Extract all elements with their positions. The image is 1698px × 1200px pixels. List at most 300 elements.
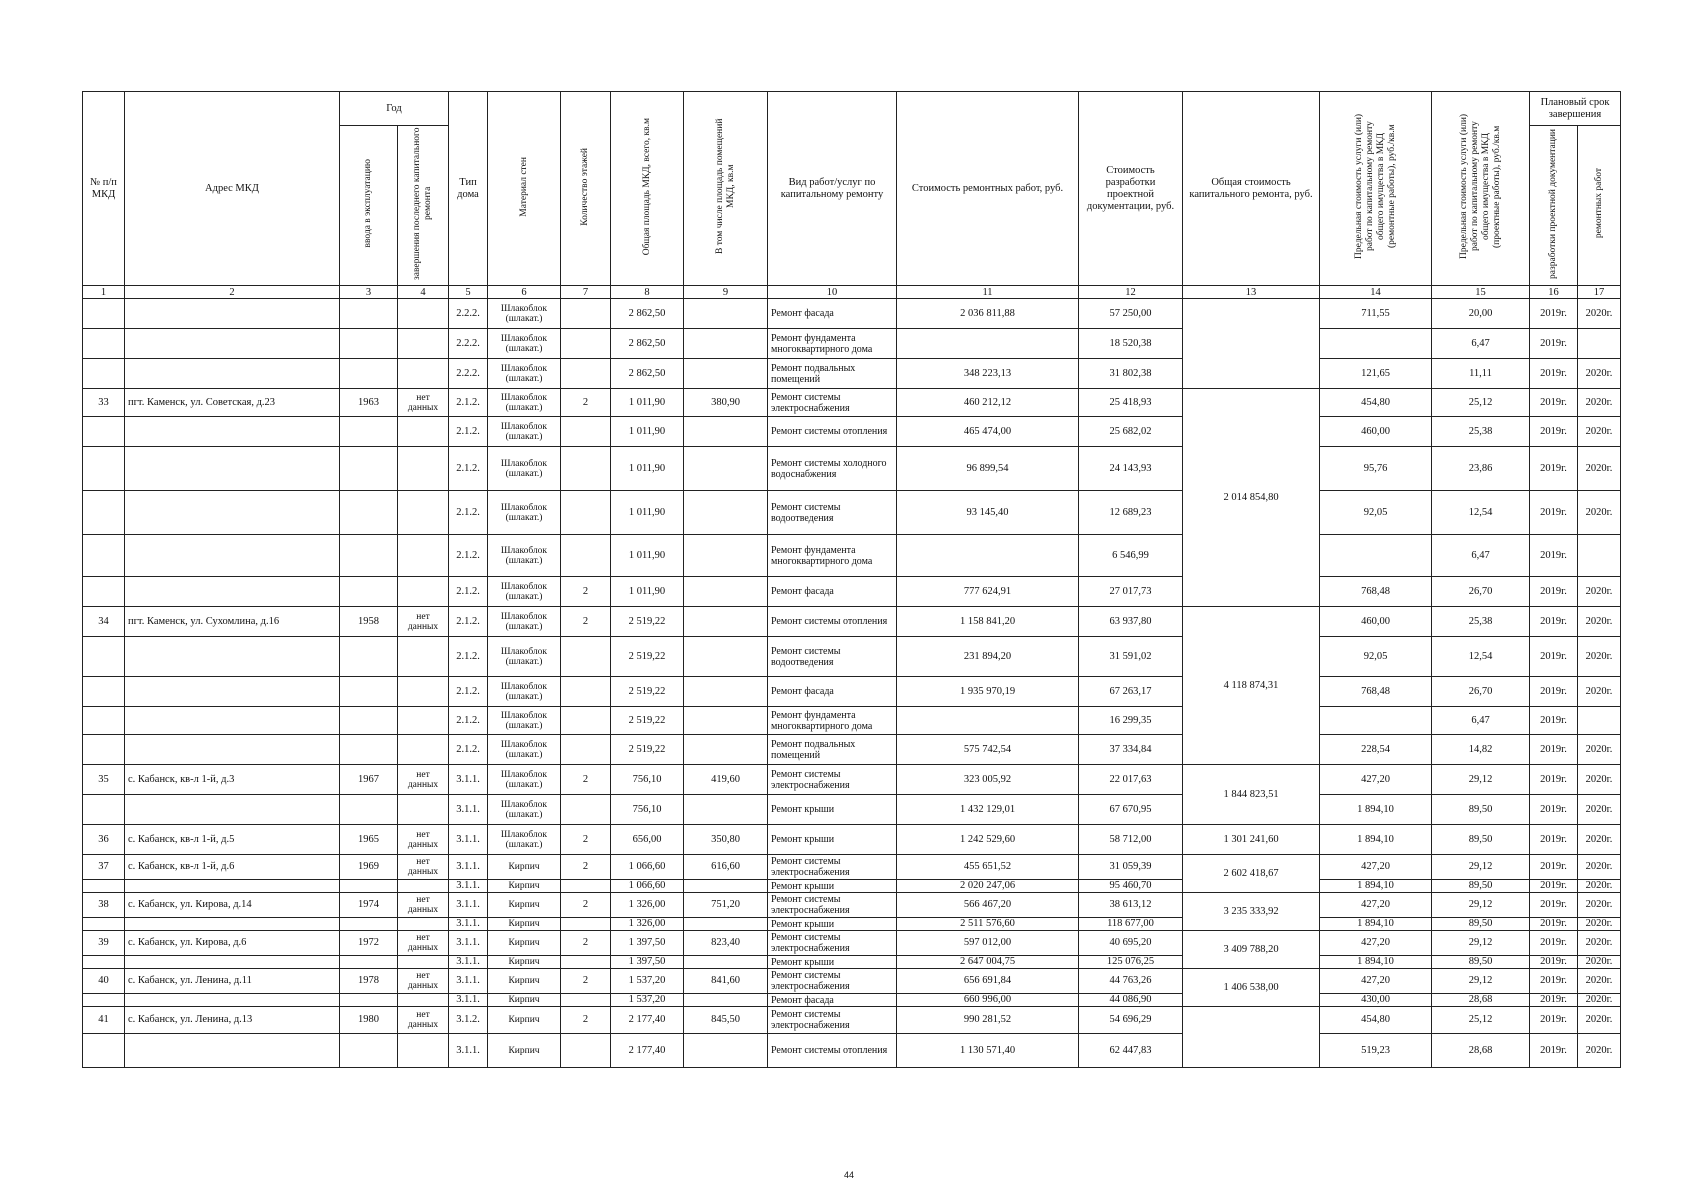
row-total-area: 2 519,22: [611, 735, 684, 765]
row-limit-design: 20,00: [1432, 299, 1530, 329]
row-premises-area: [684, 359, 768, 389]
table-body: [83, 299, 1621, 1068]
row-design-cost: 31 802,38: [1079, 359, 1183, 389]
col-plan-repair-header: [1578, 126, 1621, 286]
row-repair-cost: 323 005,92: [897, 765, 1079, 795]
row-limit-repair: [1320, 535, 1432, 577]
row-limit-repair: 1 894,10: [1320, 880, 1432, 893]
row-wall-material: Шлакоблок (шлакат.): [488, 825, 561, 855]
col-repair-cost-header: Стоимость ремонтных работ, руб.: [897, 92, 1079, 286]
row-repair-cost: 1 158 841,20: [897, 607, 1079, 637]
row-limit-design: 29,12: [1432, 855, 1530, 880]
row-address: [125, 735, 340, 765]
row-total-cost: 2 602 418,67: [1183, 855, 1320, 893]
row-last-repair-year: нет данных: [398, 765, 449, 795]
row-address: с. Кабанск, ул. Кирова, д.14: [125, 893, 340, 918]
row-house-type: 3.1.1.: [449, 795, 488, 825]
row-wall-material: Кирпич: [488, 956, 561, 969]
table-row: [83, 825, 1621, 855]
row-house-type: 3.1.1.: [449, 1034, 488, 1068]
row-wall-material: Кирпич: [488, 994, 561, 1007]
row-address: с. Кабанск, кв-л 1-й, д.5: [125, 825, 340, 855]
row-commission-year: [340, 417, 398, 447]
col-limit-repair-header: [1320, 92, 1432, 286]
row-house-type: 3.1.1.: [449, 931, 488, 956]
wall-material-header-text: Материал стен: [518, 156, 529, 217]
row-plan-design-date: 2019г.: [1530, 417, 1578, 447]
row-work-type: Ремонт фасада: [768, 299, 897, 329]
row-number: [83, 329, 125, 359]
row-total-area: 2 519,22: [611, 707, 684, 735]
row-premises-area: [684, 994, 768, 1007]
row-address: пгт. Каменск, ул. Сухомлина, д.16: [125, 607, 340, 637]
row-design-cost: 37 334,84: [1079, 735, 1183, 765]
row-plan-design-date: 2019г.: [1530, 855, 1578, 880]
row-design-cost: 67 263,17: [1079, 677, 1183, 707]
row-wall-material: Шлакоблок (шлакат.): [488, 637, 561, 677]
row-number: [83, 880, 125, 893]
row-plan-design-date: 2019г.: [1530, 535, 1578, 577]
row-repair-cost: 660 996,00: [897, 994, 1079, 1007]
row-limit-design: 26,70: [1432, 577, 1530, 607]
row-commission-year: 1972: [340, 931, 398, 956]
row-commission-year: 1974: [340, 893, 398, 918]
table-row: [83, 735, 1621, 765]
row-plan-repair-date: [1578, 329, 1621, 359]
row-design-cost: 67 670,95: [1079, 795, 1183, 825]
row-total-area: 1 011,90: [611, 447, 684, 491]
row-last-repair-year: [398, 918, 449, 931]
col-work-type-header: Вид работ/услуг по капитальному ремонту: [768, 92, 897, 286]
row-address: с. Кабанск, ул. Ленина, д.11: [125, 969, 340, 994]
row-commission-year: 1965: [340, 825, 398, 855]
row-house-type: 3.1.1.: [449, 825, 488, 855]
table-row: [83, 447, 1621, 491]
row-limit-design: 12,54: [1432, 491, 1530, 535]
row-premises-area: 419,60: [684, 765, 768, 795]
table-row: [83, 969, 1621, 994]
row-plan-design-date: 2019г.: [1530, 1007, 1578, 1034]
row-design-cost: 58 712,00: [1079, 825, 1183, 855]
row-last-repair-year: [398, 299, 449, 329]
table-row: [83, 389, 1621, 417]
table-row: [83, 765, 1621, 795]
row-premises-area: [684, 535, 768, 577]
limit-repair-header-text: Предельная стоимость услуги (или) работ по капитальному ремонту общего имущества в МКД (ремонтные работы), руб./кв.м: [1353, 113, 1397, 260]
row-plan-repair-date: 2020г.: [1578, 918, 1621, 931]
col-year-group-header: Год: [340, 92, 449, 126]
row-floors: 2: [561, 893, 611, 918]
row-limit-design: 89,50: [1432, 795, 1530, 825]
row-number: [83, 918, 125, 931]
row-floors: [561, 795, 611, 825]
row-total-area: 1 066,60: [611, 855, 684, 880]
row-floors: [561, 637, 611, 677]
row-plan-design-date: 2019г.: [1530, 329, 1578, 359]
row-floors: [561, 447, 611, 491]
row-limit-design: 89,50: [1432, 956, 1530, 969]
row-repair-cost: 575 742,54: [897, 735, 1079, 765]
row-plan-design-date: 2019г.: [1530, 956, 1578, 969]
row-house-type: 2.1.2.: [449, 607, 488, 637]
row-premises-area: [684, 918, 768, 931]
row-commission-year: 1980: [340, 1007, 398, 1034]
table-row: [83, 359, 1621, 389]
row-plan-repair-date: 2020г.: [1578, 893, 1621, 918]
col-house-type-header: Тип дома: [449, 92, 488, 286]
row-plan-repair-date: 2020г.: [1578, 994, 1621, 1007]
row-premises-area: [684, 299, 768, 329]
row-number: 41: [83, 1007, 125, 1034]
row-premises-area: [684, 447, 768, 491]
table-row: [83, 855, 1621, 880]
row-address: с. Кабанск, кв-л 1-й, д.6: [125, 855, 340, 880]
row-total-cost: [1183, 299, 1320, 389]
table-row: [83, 299, 1621, 329]
row-limit-design: 29,12: [1432, 765, 1530, 795]
row-limit-repair: [1320, 707, 1432, 735]
row-plan-design-date: 2019г.: [1530, 969, 1578, 994]
row-total-cost: [1183, 1007, 1320, 1068]
row-design-cost: 40 695,20: [1079, 931, 1183, 956]
row-house-type: 3.1.1.: [449, 880, 488, 893]
table-row: [83, 329, 1621, 359]
row-plan-repair-date: 2020г.: [1578, 825, 1621, 855]
row-total-cost: 2 014 854,80: [1183, 389, 1320, 607]
row-limit-design: 28,68: [1432, 1034, 1530, 1068]
row-design-cost: 44 086,90: [1079, 994, 1183, 1007]
row-commission-year: [340, 735, 398, 765]
row-house-type: 2.1.2.: [449, 417, 488, 447]
row-house-type: 3.1.1.: [449, 765, 488, 795]
row-number: 40: [83, 969, 125, 994]
row-wall-material: Шлакоблок (шлакат.): [488, 491, 561, 535]
plan-design-header-text: разработки проектной документации: [1548, 128, 1558, 279]
row-work-type: Ремонт крыши: [768, 956, 897, 969]
row-floors: [561, 1034, 611, 1068]
row-number: [83, 359, 125, 389]
column-number: 8: [611, 286, 684, 299]
row-limit-repair: 519,23: [1320, 1034, 1432, 1068]
column-number: 16: [1530, 286, 1578, 299]
row-plan-design-date: 2019г.: [1530, 637, 1578, 677]
row-limit-design: 26,70: [1432, 677, 1530, 707]
row-work-type: Ремонт системы водоотведения: [768, 491, 897, 535]
row-repair-cost: 348 223,13: [897, 359, 1079, 389]
col-number-header: № п/п МКД: [83, 92, 125, 286]
row-repair-cost: 96 899,54: [897, 447, 1079, 491]
row-number: 35: [83, 765, 125, 795]
row-design-cost: 54 696,29: [1079, 1007, 1183, 1034]
row-design-cost: 12 689,23: [1079, 491, 1183, 535]
row-work-type: Ремонт системы холодного водоснабжения: [768, 447, 897, 491]
row-limit-repair: 92,05: [1320, 491, 1432, 535]
row-limit-repair: 454,80: [1320, 389, 1432, 417]
row-house-type: 2.1.2.: [449, 735, 488, 765]
row-wall-material: Шлакоблок (шлакат.): [488, 707, 561, 735]
row-premises-area: 350,80: [684, 825, 768, 855]
row-limit-repair: 427,20: [1320, 855, 1432, 880]
row-wall-material: Кирпич: [488, 969, 561, 994]
row-house-type: 3.1.1.: [449, 969, 488, 994]
row-plan-repair-date: 2020г.: [1578, 299, 1621, 329]
row-limit-design: 25,12: [1432, 389, 1530, 417]
row-total-area: 756,10: [611, 795, 684, 825]
row-plan-repair-date: 2020г.: [1578, 969, 1621, 994]
row-plan-repair-date: 2020г.: [1578, 795, 1621, 825]
row-total-area: 1 066,60: [611, 880, 684, 893]
row-commission-year: [340, 994, 398, 1007]
row-last-repair-year: [398, 994, 449, 1007]
last-repair-year-header-text: завершения последнего капитального ремонта: [412, 127, 433, 280]
row-number: [83, 677, 125, 707]
row-design-cost: 95 460,70: [1079, 880, 1183, 893]
row-total-cost: 1 844 823,51: [1183, 765, 1320, 825]
row-floors: 2: [561, 969, 611, 994]
row-address: [125, 491, 340, 535]
row-design-cost: 38 613,12: [1079, 893, 1183, 918]
row-plan-design-date: 2019г.: [1530, 577, 1578, 607]
row-repair-cost: 93 145,40: [897, 491, 1079, 535]
row-address: пгт. Каменск, ул. Советская, д.23: [125, 389, 340, 417]
row-commission-year: 1967: [340, 765, 398, 795]
row-plan-design-date: 2019г.: [1530, 359, 1578, 389]
row-wall-material: Шлакоблок (шлакат.): [488, 607, 561, 637]
row-plan-design-date: 2019г.: [1530, 707, 1578, 735]
row-work-type: Ремонт крыши: [768, 918, 897, 931]
table-header: [83, 92, 1621, 299]
row-repair-cost: 1 242 529,60: [897, 825, 1079, 855]
column-number: 17: [1578, 286, 1621, 299]
row-plan-design-date: 2019г.: [1530, 765, 1578, 795]
row-total-area: 656,00: [611, 825, 684, 855]
row-last-repair-year: [398, 795, 449, 825]
row-design-cost: 62 447,83: [1079, 1034, 1183, 1068]
row-repair-cost: 1 432 129,01: [897, 795, 1079, 825]
col-limit-design-header: [1432, 92, 1530, 286]
row-total-area: 756,10: [611, 765, 684, 795]
row-floors: 2: [561, 577, 611, 607]
row-plan-design-date: 2019г.: [1530, 299, 1578, 329]
table-row: [83, 491, 1621, 535]
row-limit-design: 89,50: [1432, 825, 1530, 855]
row-work-type: Ремонт фундамента многоквартирного дома: [768, 535, 897, 577]
row-house-type: 3.1.1.: [449, 994, 488, 1007]
row-plan-design-date: 2019г.: [1530, 825, 1578, 855]
row-repair-cost: 990 281,52: [897, 1007, 1079, 1034]
row-work-type: Ремонт системы электроснабжения: [768, 1007, 897, 1034]
row-repair-cost: 2 647 004,75: [897, 956, 1079, 969]
row-house-type: 2.2.2.: [449, 299, 488, 329]
row-limit-repair: 121,65: [1320, 359, 1432, 389]
row-address: [125, 1034, 340, 1068]
row-number: [83, 491, 125, 535]
row-address: [125, 299, 340, 329]
row-repair-cost: 231 894,20: [897, 637, 1079, 677]
row-commission-year: [340, 795, 398, 825]
row-total-area: 2 177,40: [611, 1007, 684, 1034]
row-design-cost: 63 937,80: [1079, 607, 1183, 637]
row-address: [125, 577, 340, 607]
row-house-type: 3.1.1.: [449, 893, 488, 918]
row-repair-cost: 777 624,91: [897, 577, 1079, 607]
row-limit-design: 25,38: [1432, 417, 1530, 447]
row-work-type: Ремонт подвальных помещений: [768, 359, 897, 389]
row-premises-area: [684, 491, 768, 535]
row-address: [125, 417, 340, 447]
row-plan-design-date: 2019г.: [1530, 1034, 1578, 1068]
row-plan-repair-date: 2020г.: [1578, 1034, 1621, 1068]
table-row: [83, 577, 1621, 607]
row-wall-material: Шлакоблок (шлакат.): [488, 795, 561, 825]
column-number: 10: [768, 286, 897, 299]
row-address: с. Кабанск, кв-л 1-й, д.3: [125, 765, 340, 795]
row-wall-material: Кирпич: [488, 855, 561, 880]
row-number: [83, 417, 125, 447]
row-repair-cost: 2 511 576,60: [897, 918, 1079, 931]
row-work-type: Ремонт системы электроснабжения: [768, 969, 897, 994]
row-commission-year: [340, 637, 398, 677]
row-limit-design: 89,50: [1432, 880, 1530, 893]
row-limit-repair: 1 894,10: [1320, 956, 1432, 969]
row-wall-material: Кирпич: [488, 1034, 561, 1068]
row-design-cost: 18 520,38: [1079, 329, 1183, 359]
row-limit-repair: [1320, 329, 1432, 359]
row-commission-year: [340, 299, 398, 329]
row-number: 33: [83, 389, 125, 417]
table-row: [83, 918, 1621, 931]
row-limit-design: 89,50: [1432, 918, 1530, 931]
row-address: [125, 994, 340, 1007]
row-total-area: 1 011,90: [611, 577, 684, 607]
row-limit-repair: 460,00: [1320, 607, 1432, 637]
row-plan-design-date: 2019г.: [1530, 893, 1578, 918]
row-last-repair-year: [398, 577, 449, 607]
col-last-repair-year-header: [398, 126, 449, 286]
row-house-type: 3.1.2.: [449, 1007, 488, 1034]
row-last-repair-year: нет данных: [398, 855, 449, 880]
row-wall-material: Шлакоблок (шлакат.): [488, 389, 561, 417]
row-plan-repair-date: 2020г.: [1578, 359, 1621, 389]
row-plan-design-date: 2019г.: [1530, 607, 1578, 637]
row-limit-design: 6,47: [1432, 329, 1530, 359]
row-premises-area: [684, 956, 768, 969]
row-total-cost: 3 235 333,92: [1183, 893, 1320, 931]
row-commission-year: 1978: [340, 969, 398, 994]
table-row: [83, 795, 1621, 825]
row-floors: [561, 299, 611, 329]
row-work-type: Ремонт фасада: [768, 994, 897, 1007]
row-work-type: Ремонт системы водоотведения: [768, 637, 897, 677]
row-work-type: Ремонт фундамента многоквартирного дома: [768, 329, 897, 359]
row-floors: 2: [561, 389, 611, 417]
row-plan-design-date: 2019г.: [1530, 795, 1578, 825]
row-work-type: Ремонт крыши: [768, 880, 897, 893]
row-floors: [561, 956, 611, 969]
row-address: с. Кабанск, ул. Ленина, д.13: [125, 1007, 340, 1034]
row-design-cost: 31 059,39: [1079, 855, 1183, 880]
row-repair-cost: [897, 707, 1079, 735]
row-wall-material: Кирпич: [488, 893, 561, 918]
row-limit-repair: 1 894,10: [1320, 918, 1432, 931]
row-design-cost: 27 017,73: [1079, 577, 1183, 607]
table-row: [83, 1007, 1621, 1034]
row-design-cost: 16 299,35: [1079, 707, 1183, 735]
row-number: [83, 637, 125, 677]
column-number: 3: [340, 286, 398, 299]
row-floors: [561, 329, 611, 359]
row-total-area: 2 862,50: [611, 359, 684, 389]
row-work-type: Ремонт системы электроснабжения: [768, 765, 897, 795]
row-limit-design: 6,47: [1432, 707, 1530, 735]
row-premises-area: 616,60: [684, 855, 768, 880]
row-last-repair-year: [398, 735, 449, 765]
row-plan-repair-date: 2020г.: [1578, 956, 1621, 969]
row-repair-cost: 1 935 970,19: [897, 677, 1079, 707]
row-wall-material: Шлакоблок (шлакат.): [488, 359, 561, 389]
row-plan-repair-date: 2020г.: [1578, 855, 1621, 880]
row-total-area: 2 519,22: [611, 607, 684, 637]
row-number: 36: [83, 825, 125, 855]
column-number: 14: [1320, 286, 1432, 299]
row-commission-year: [340, 677, 398, 707]
page-number: 44: [843, 1170, 854, 1180]
row-house-type: 3.1.1.: [449, 956, 488, 969]
row-repair-cost: 465 474,00: [897, 417, 1079, 447]
row-work-type: Ремонт фасада: [768, 577, 897, 607]
row-last-repair-year: нет данных: [398, 389, 449, 417]
row-address: [125, 880, 340, 893]
row-last-repair-year: [398, 359, 449, 389]
row-total-area: 1 011,90: [611, 389, 684, 417]
row-premises-area: [684, 795, 768, 825]
row-limit-repair: 1 894,10: [1320, 825, 1432, 855]
table-row: [83, 417, 1621, 447]
row-limit-design: 29,12: [1432, 931, 1530, 956]
row-design-cost: 6 546,99: [1079, 535, 1183, 577]
floors-header-text: Количество этажей: [580, 147, 590, 226]
row-total-area: 1 011,90: [611, 417, 684, 447]
row-premises-area: [684, 607, 768, 637]
row-commission-year: [340, 1034, 398, 1068]
row-premises-area: 823,40: [684, 931, 768, 956]
row-total-area: 1 326,00: [611, 918, 684, 931]
row-plan-repair-date: 2020г.: [1578, 931, 1621, 956]
row-commission-year: [340, 707, 398, 735]
row-plan-design-date: 2019г.: [1530, 735, 1578, 765]
row-plan-design-date: 2019г.: [1530, 918, 1578, 931]
row-last-repair-year: [398, 637, 449, 677]
row-number: [83, 735, 125, 765]
row-design-cost: 57 250,00: [1079, 299, 1183, 329]
row-premises-area: 845,50: [684, 1007, 768, 1034]
row-plan-design-date: 2019г.: [1530, 389, 1578, 417]
row-repair-cost: 656 691,84: [897, 969, 1079, 994]
row-total-area: 2 177,40: [611, 1034, 684, 1068]
row-plan-design-date: 2019г.: [1530, 491, 1578, 535]
row-total-area: 1 397,50: [611, 931, 684, 956]
row-commission-year: [340, 329, 398, 359]
row-premises-area: [684, 880, 768, 893]
row-limit-design: 29,12: [1432, 969, 1530, 994]
row-limit-repair: 1 894,10: [1320, 795, 1432, 825]
row-commission-year: [340, 447, 398, 491]
row-house-type: 2.1.2.: [449, 707, 488, 735]
plan-repair-header-text: ремонтных работ: [1593, 168, 1604, 239]
row-number: 34: [83, 607, 125, 637]
row-commission-year: [340, 956, 398, 969]
row-house-type: 3.1.1.: [449, 855, 488, 880]
